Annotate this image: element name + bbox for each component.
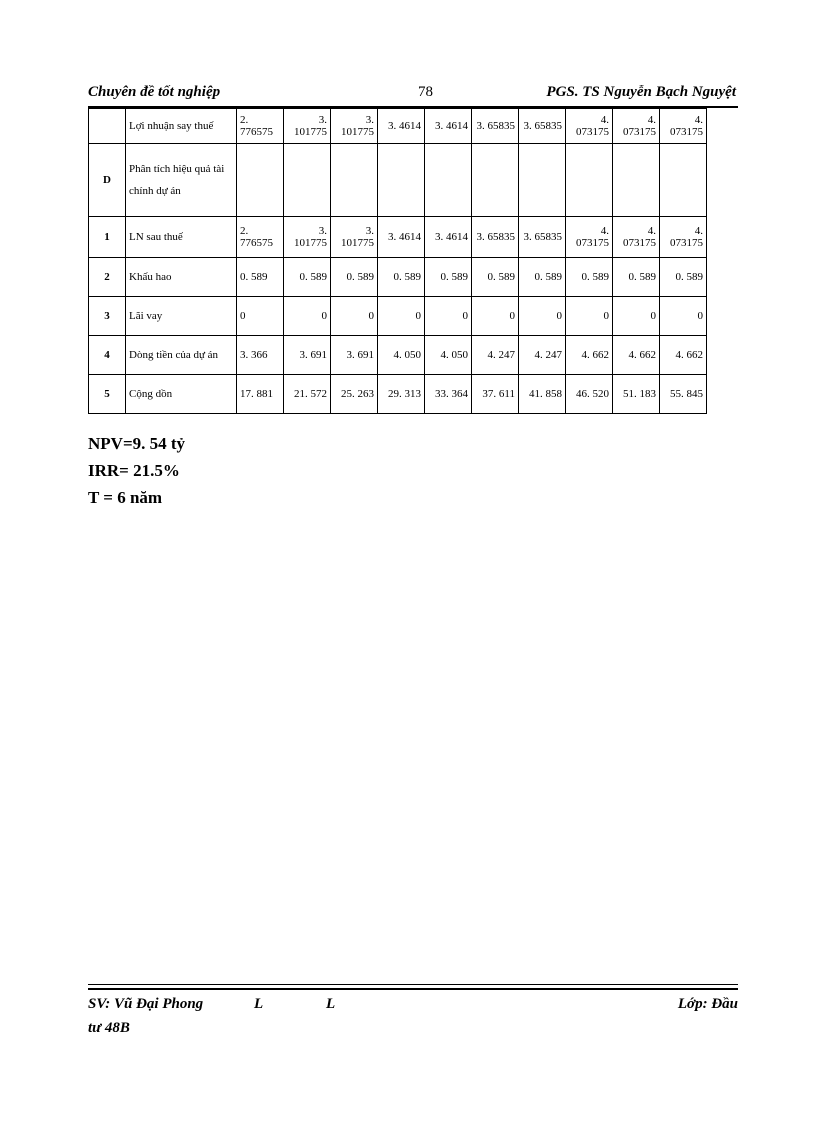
table-cell: 3. 65835 — [472, 109, 519, 144]
footer-student-name: SV: Vũ Đại Phong — [88, 996, 204, 1012]
table-cell: 4. 662 — [613, 336, 660, 375]
footer-rule-thick — [88, 988, 738, 990]
table-cell — [566, 144, 613, 217]
table-cell — [284, 144, 331, 217]
table-cell — [472, 144, 519, 217]
table-cell: 2. 776575 — [237, 109, 284, 144]
table-cell: 3. 691 — [284, 336, 331, 375]
table-cell: 4. 073175 — [613, 109, 660, 144]
table-cell: 37. 611 — [472, 375, 519, 414]
table-cell: 3. 4614 — [425, 217, 472, 258]
irr-text: IRR= 21.5% — [88, 461, 180, 480]
table-cell: 17. 881 — [237, 375, 284, 414]
table-cell — [613, 144, 660, 217]
table-cell: 3. 101775 — [331, 109, 378, 144]
table-cell: 3. 101775 — [284, 217, 331, 258]
footer-rule-thin — [88, 984, 738, 985]
page-number: 78 — [418, 84, 433, 100]
table-cell: 25. 263 — [331, 375, 378, 414]
table-cell: 21. 572 — [284, 375, 331, 414]
table-cell: 3. 366 — [237, 336, 284, 375]
table-cell: 0. 589 — [660, 258, 707, 297]
table-cell: 46. 520 — [566, 375, 613, 414]
table-cell: 55. 845 — [660, 375, 707, 414]
row-label: Khấu hao — [126, 258, 237, 297]
row-index: 3 — [89, 297, 126, 336]
table-cell: 29. 313 — [378, 375, 425, 414]
payback-text: T = 6 năm — [88, 488, 163, 507]
row-index: 5 — [89, 375, 126, 414]
table-cell: 3. 101775 — [284, 109, 331, 144]
table-cell: 0 — [378, 297, 425, 336]
table-cell: 33. 364 — [425, 375, 472, 414]
table-cell: 4. 662 — [660, 336, 707, 375]
table-row — [89, 144, 707, 217]
table-cell: 0. 589 — [378, 258, 425, 297]
table-cell: 3. 65835 — [519, 217, 566, 258]
table-cell: 0 — [566, 297, 613, 336]
table-cell: 0. 589 — [284, 258, 331, 297]
table-row — [89, 336, 707, 375]
table-cell — [331, 144, 378, 217]
table-cell: 0. 589 — [425, 258, 472, 297]
row-label: Dòng tiền của dự án — [126, 336, 237, 375]
row-label: Lợi nhuận say thuế — [126, 109, 237, 144]
table-cell: 0 — [613, 297, 660, 336]
table-cell: 0. 589 — [519, 258, 566, 297]
table-cell: 3. 65835 — [472, 217, 519, 258]
table-cell — [378, 144, 425, 217]
table-cell: 4. 073175 — [660, 109, 707, 144]
page-header — [88, 84, 736, 108]
table-cell: 0 — [284, 297, 331, 336]
table-cell: 0. 589 — [331, 258, 378, 297]
table-cell: 3. 65835 — [519, 109, 566, 144]
table-cell: 0. 589 — [472, 258, 519, 297]
table-row — [89, 217, 707, 258]
table-cell: 51. 183 — [613, 375, 660, 414]
row-label: Cộng dồn — [126, 375, 237, 414]
table-cell: 0 — [425, 297, 472, 336]
financial-table — [88, 108, 707, 414]
header-author: PGS. TS Nguyễn Bạch Nguyệt — [546, 84, 736, 100]
table-cell: 4. 662 — [566, 336, 613, 375]
row-index: 1 — [89, 217, 126, 258]
table-cell: 3. 4614 — [378, 217, 425, 258]
row-index: D — [89, 144, 126, 217]
footer-class-cont: tư 48B — [88, 1020, 130, 1036]
table-row — [89, 297, 707, 336]
row-index — [89, 109, 126, 144]
table-cell: 3. 691 — [331, 336, 378, 375]
footer-class: Lớp: Đầu — [677, 996, 738, 1012]
row-label: Lãi vay — [126, 297, 237, 336]
table-cell: 0. 589 — [613, 258, 660, 297]
footer-mark-1: L — [254, 996, 264, 1012]
table-cell: 4. 050 — [425, 336, 472, 375]
table-cell: 3. 4614 — [425, 109, 472, 144]
table-cell: 0. 589 — [566, 258, 613, 297]
table-cell: 3. 4614 — [378, 109, 425, 144]
table-cell: 0 — [519, 297, 566, 336]
table-cell: 4. 073175 — [566, 109, 613, 144]
table-cell: 4. 247 — [472, 336, 519, 375]
table-row — [89, 258, 707, 297]
table-cell: 0 — [331, 297, 378, 336]
table-cell: 4. 247 — [519, 336, 566, 375]
npv-text: NPV=9. 54 tỷ — [88, 434, 186, 453]
table-row — [89, 109, 707, 144]
table-cell — [519, 144, 566, 217]
table-cell: 4. 073175 — [660, 217, 707, 258]
table-cell: 4. 073175 — [566, 217, 613, 258]
table-cell: 0 — [237, 297, 284, 336]
table-cell: 0 — [660, 297, 707, 336]
header-title: Chuyên đề tốt nghiệp — [88, 84, 221, 100]
table-cell: 4. 050 — [378, 336, 425, 375]
metrics-block — [88, 430, 185, 511]
table-cell — [237, 144, 284, 217]
row-index: 2 — [89, 258, 126, 297]
row-label: Phân tích hiệu quả tài chính dự án — [126, 144, 237, 217]
table-cell: 0 — [472, 297, 519, 336]
table-cell — [660, 144, 707, 217]
table-cell: 4. 073175 — [613, 217, 660, 258]
table-cell: 2. 776575 — [237, 217, 284, 258]
table-cell — [425, 144, 472, 217]
table-cell: 0. 589 — [237, 258, 284, 297]
table-row — [89, 375, 707, 414]
table-cell: 3. 101775 — [331, 217, 378, 258]
row-label: LN sau thuế — [126, 217, 237, 258]
footer-mark-2: L — [326, 996, 336, 1012]
table-cell: 41. 858 — [519, 375, 566, 414]
row-index: 4 — [89, 336, 126, 375]
